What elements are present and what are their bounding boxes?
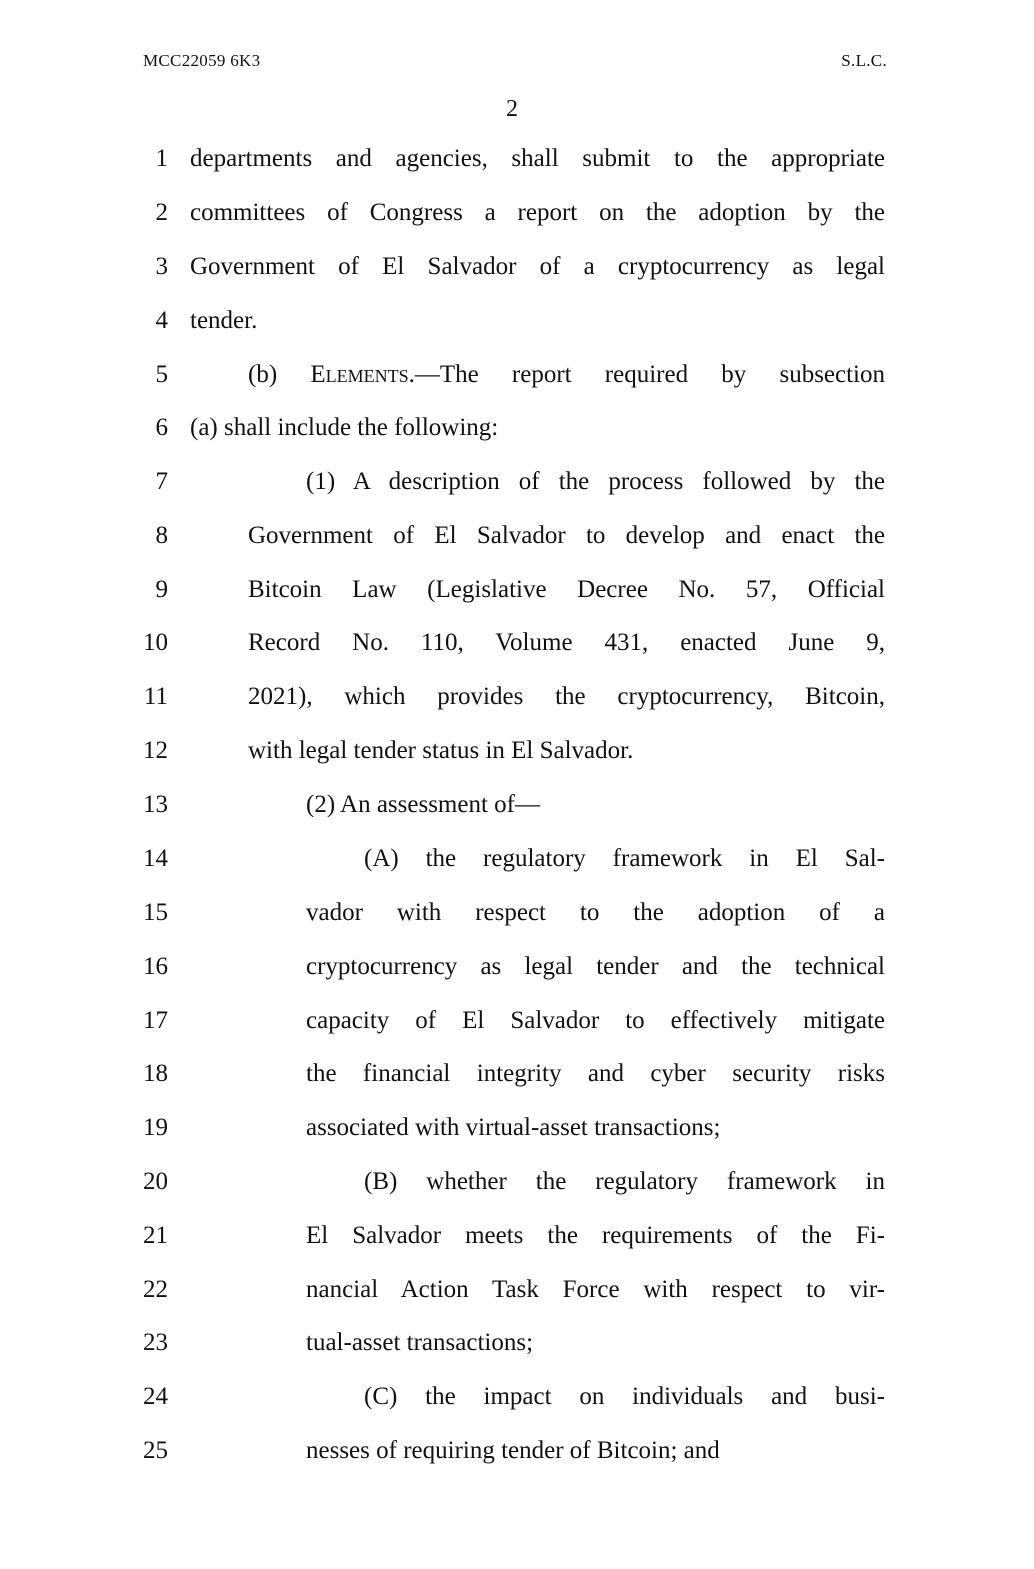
line-number: 8 <box>155 522 168 549</box>
text-line <box>0 1005 1034 1037</box>
line-number: 5 <box>155 361 168 388</box>
line-text: capacity of El Salvador to effectively mitigate <box>306 1007 885 1034</box>
line-number: 12 <box>143 737 168 764</box>
line-text: tual-asset transactions; <box>306 1329 534 1356</box>
line-text: Government of El Salvador to develop and enact the <box>248 522 885 549</box>
line-number: 25 <box>143 1437 168 1464</box>
line-number: 17 <box>143 1007 168 1034</box>
text-line <box>0 574 1034 606</box>
line-text: nancial Action Task Force with respect to vir- <box>306 1276 885 1303</box>
text-line <box>0 1166 1034 1198</box>
text-line <box>0 735 1034 767</box>
text-line <box>0 1220 1034 1252</box>
text-line <box>0 789 1034 821</box>
line-number: 18 <box>143 1060 168 1087</box>
line-text: (B) whether the regulatory framework in <box>364 1168 885 1195</box>
text-line <box>0 466 1034 498</box>
line-number: 3 <box>155 253 168 280</box>
text-line <box>0 251 1034 283</box>
line-text: (a) shall include the following: <box>190 414 499 441</box>
line-number: 6 <box>155 414 168 441</box>
line-number: 4 <box>155 307 168 334</box>
line-text: associated with virtual-asset transactions; <box>306 1114 721 1141</box>
line-text: cryptocurrency as legal tender and the technical <box>306 953 885 980</box>
subsection-heading: Elements <box>310 361 409 388</box>
text-line <box>0 359 1034 391</box>
line-text: the financial integrity and cyber security risks <box>306 1060 885 1087</box>
line-text: with legal tender status in El Salvador. <box>248 737 634 764</box>
line-text <box>248 359 885 391</box>
line-text: 2021), which provides the cryptocurrency, Bitcoin, <box>248 683 885 710</box>
line-text: nesses of requiring tender of Bitcoin; and <box>306 1437 720 1464</box>
line-text: (1) A description of the process followed by the <box>306 468 885 495</box>
text-line <box>0 843 1034 875</box>
line-text: departments and agencies, shall submit to the appropriate <box>190 145 885 172</box>
line-number: 16 <box>143 953 168 980</box>
text-line <box>0 143 1034 175</box>
line-text: Government of El Salvador of a cryptocurrency as legal <box>190 253 885 280</box>
line-number: 24 <box>143 1383 168 1410</box>
text-line <box>0 305 1034 337</box>
text-line <box>0 1327 1034 1359</box>
line-text: El Salvador meets the requirements of the Fi- <box>306 1222 885 1249</box>
subsection-label: (b) <box>248 361 311 388</box>
line-number: 21 <box>143 1222 168 1249</box>
line-number: 10 <box>143 629 168 656</box>
text-line <box>0 1274 1034 1306</box>
text-line <box>0 1381 1034 1413</box>
text-line <box>0 520 1034 552</box>
line-text: (C) the impact on individuals and busi- <box>364 1383 885 1410</box>
line-text: Record No. 110, Volume 431, enacted June 9, <box>248 629 885 656</box>
line-number: 2 <box>155 199 168 226</box>
line-number: 9 <box>155 576 168 603</box>
line-number: 14 <box>143 845 168 872</box>
line-number: 1 <box>155 145 168 172</box>
text-line <box>0 951 1034 983</box>
text-line <box>0 1435 1034 1467</box>
line-text: tender. <box>190 307 258 334</box>
line-number: 23 <box>143 1329 168 1356</box>
text-line <box>0 681 1034 713</box>
line-text: Bitcoin Law (Legislative Decree No. 57, Official <box>248 576 885 603</box>
line-text: (2) An assessment of— <box>306 791 540 818</box>
line-number: 19 <box>143 1114 168 1141</box>
line-number: 15 <box>143 899 168 926</box>
text-line <box>0 897 1034 929</box>
line-text: committees of Congress a report on the adoption by the <box>190 199 885 226</box>
text-line <box>0 627 1034 659</box>
document-id: MCC22059 6K3 <box>143 51 261 70</box>
line-number: 7 <box>155 468 168 495</box>
line-number: 22 <box>143 1276 168 1303</box>
text-line <box>0 1058 1034 1090</box>
line-text: vador with respect to the adoption of a <box>306 899 885 926</box>
text-line <box>0 412 1034 444</box>
line-number: 13 <box>143 791 168 818</box>
line-number: 20 <box>143 1168 168 1195</box>
line-number: 11 <box>143 683 168 710</box>
line-text: (A) the regulatory framework in El Sal- <box>364 845 885 872</box>
text-line <box>0 1112 1034 1144</box>
office-code: S.L.C. <box>841 51 887 70</box>
subsection-text: .—The report required by subsection <box>408 361 886 388</box>
page-number: 2 <box>506 96 518 122</box>
text-line <box>0 197 1034 229</box>
